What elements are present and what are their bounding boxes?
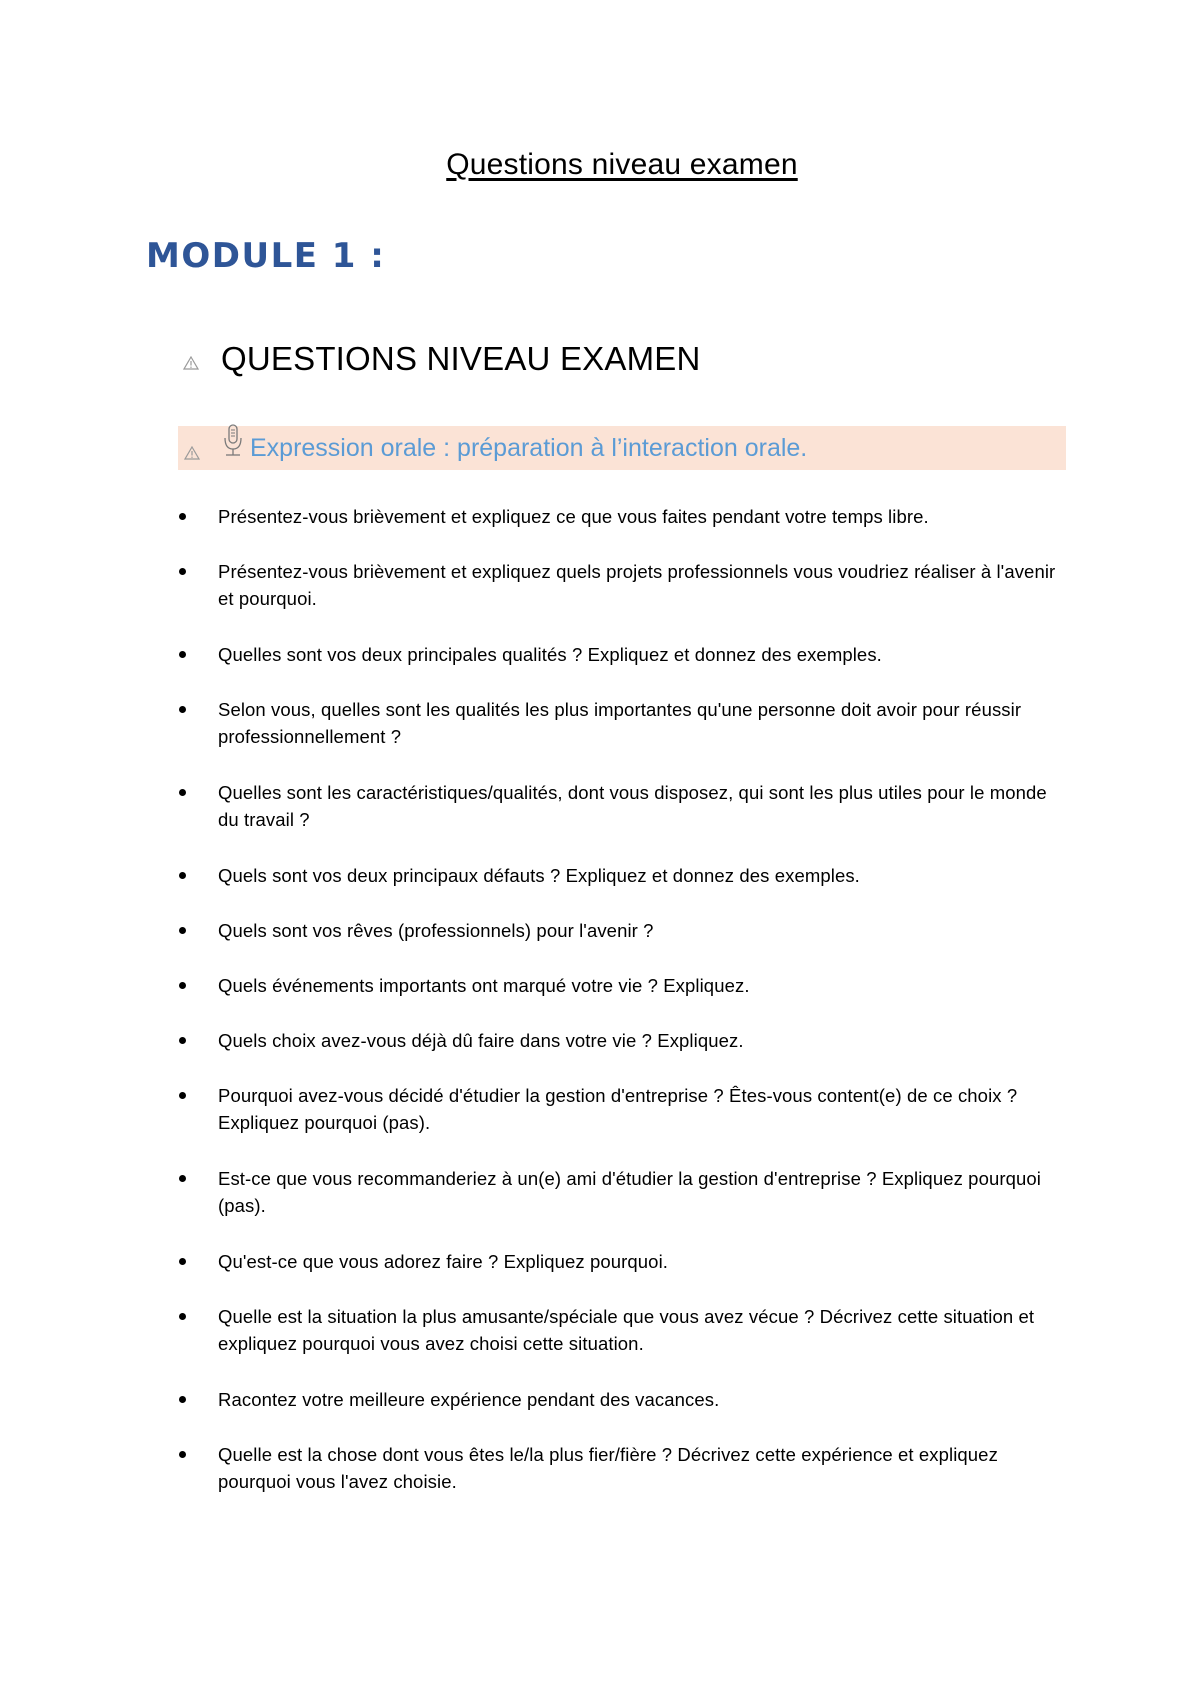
list-item (218, 1303, 1058, 1357)
question-text: Selon vous, quelles sont les qualités les plus importantes qu'une personne doit avoir pour réussir professionnellement ? (218, 699, 1022, 747)
bullet-icon (179, 1451, 186, 1458)
section-heading-text: QUESTIONS NIVEAU EXAMEN (221, 340, 701, 377)
question-text: Présentez-vous brièvement et expliquez ce que vous faites pendant votre temps libre. (218, 506, 929, 527)
question-text: Quels sont vos deux principaux défauts ? Expliquez et donnez des exemples. (218, 865, 860, 886)
list-item (218, 696, 1058, 750)
list-item (218, 779, 1058, 833)
microphone-icon (222, 424, 244, 458)
list-item (218, 862, 1058, 889)
question-text: Racontez votre meilleure expérience pendant des vacances. (218, 1389, 720, 1410)
question-text: Est-ce que vous recommanderiez à un(e) ami d'étudier la gestion d'entreprise ? Expliquez pourquoi (pas). (218, 1168, 1041, 1216)
warning-icon (184, 446, 200, 460)
bullet-icon (179, 568, 186, 575)
question-text: Quelle est la chose dont vous êtes le/la plus fier/fière ? Décrivez cette expérience et expliquez pourquoi vous l'avez choisie. (218, 1444, 998, 1492)
module-heading: MODULE 1 : (146, 236, 386, 276)
bullet-icon (179, 1396, 186, 1403)
document-title: Questions niveau examen (446, 148, 798, 181)
bullet-icon (179, 1258, 186, 1265)
bullet-icon (179, 789, 186, 796)
section-heading (183, 340, 701, 378)
question-text: Présentez-vous brièvement et expliquez quels projets professionnels vous voudriez réaliser à l'avenir et pourquoi. (218, 561, 1056, 609)
bullet-icon (179, 513, 186, 520)
bullet-icon (179, 982, 186, 989)
question-text: Quels choix avez-vous déjà dû faire dans votre vie ? Expliquez. (218, 1030, 744, 1051)
subsection-heading-text: Expression orale : préparation à l’interaction orale. (250, 433, 808, 462)
bullet-icon (179, 1092, 186, 1099)
list-item (218, 1248, 1058, 1275)
question-text: Qu'est-ce que vous adorez faire ? Expliquez pourquoi. (218, 1251, 669, 1272)
list-item (218, 641, 1058, 668)
warning-icon (183, 356, 199, 370)
list-item (218, 1441, 1058, 1495)
bullet-icon (179, 1037, 186, 1044)
subsection-heading (178, 426, 1066, 470)
list-item (218, 972, 1058, 999)
question-text: Pourquoi avez-vous décidé d'étudier la gestion d'entreprise ? Êtes-vous content(e) de ce choix ? Expliquez pourquoi (pas). (218, 1085, 1018, 1133)
list-item (218, 1165, 1058, 1219)
bullet-icon (179, 651, 186, 658)
bullet-icon (179, 872, 186, 879)
list-item (218, 503, 1058, 530)
bullet-icon (179, 706, 186, 713)
question-text: Quels sont vos rêves (professionnels) pour l'avenir ? (218, 920, 654, 941)
bullet-icon (179, 927, 186, 934)
question-text: Quelle est la situation la plus amusante/spéciale que vous avez vécue ? Décrivez cette situation et expliquez pourquoi vous avez choisi cette situation. (218, 1306, 1035, 1354)
list-item (218, 1027, 1058, 1054)
question-text: Quelles sont les caractéristiques/qualités, dont vous disposez, qui sont les plus utiles pour le monde du travail ? (218, 782, 1047, 830)
question-text: Quels événements importants ont marqué votre vie ? Expliquez. (218, 975, 750, 996)
list-item (218, 558, 1058, 612)
list-item (218, 917, 1058, 944)
list-item (218, 1386, 1058, 1413)
bullet-icon (179, 1313, 186, 1320)
bullet-icon (179, 1175, 186, 1182)
list-item (218, 1082, 1058, 1136)
question-text: Quelles sont vos deux principales qualités ? Expliquez et donnez des exemples. (218, 644, 882, 665)
